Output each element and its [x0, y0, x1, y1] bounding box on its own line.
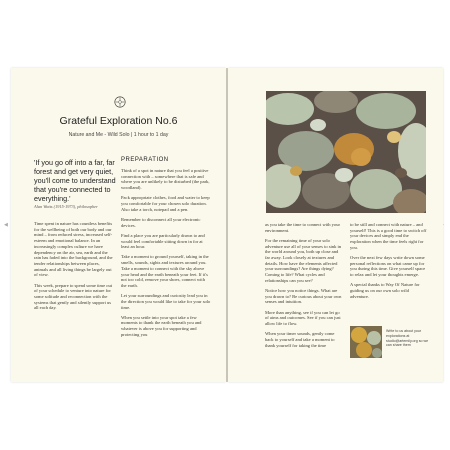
prep-paragraph: Take a moment to ground yourself, taking in the smells, sounds, sights and textures around you. Take a moment to connect with the sky above your head and the earth beneath your feet. If it's not too cold, remove your shoes, connect with the earth. — [121, 254, 209, 288]
pull-quote: 'If you go off into a far, far forest and get very quiet, you'll come to understand that you're connected to everything.' — [34, 158, 116, 203]
exploration-title: Grateful Exploration No.6 — [59, 115, 178, 127]
preparation-heading: PREPARATION — [121, 157, 169, 163]
body-paragraph: Notice how you notice things. What are you drawn to? Be curious about your own senses and intuition. — [265, 288, 342, 305]
body-paragraph: to be still and connect with nature – and yourself! This is a good time to switch off your devices and simply end the exploration when the time feels right for you. — [350, 222, 427, 250]
intro-paragraph: Time spent in nature has countless benefits for the wellbeing of both our body and our mind – from reduced stress, increased self-esteem and emotional balance. In an increasingly complex culture we have dependency on the air, sea, earth and the rain has faded into the background, and the tender relationships between places, animals and all living things be largely out of view. — [34, 221, 113, 278]
left-page — [11, 68, 226, 382]
right-page — [228, 68, 443, 382]
prep-paragraph: When you settle into your spot take a few moments to thank the earth beneath you and whatever is above you for supporting and protecting you — [121, 314, 202, 337]
body-paragraph: More than anything, see if you can let go of aims and outcomes. See if you can just allow life to flow. — [265, 309, 341, 327]
body-paragraph: as you take the time to connect with your environment. — [265, 222, 341, 233]
body-paragraph: A special thanks to Way Of Nature for guiding us on our own solo wild adventure. — [350, 282, 420, 299]
body-paragraph: Over the next few days write down some personal reflections on what came up for you during this time. Give yourself space to relax and let your thoughts emerge. — [350, 255, 426, 278]
right-column-1 — [265, 222, 342, 353]
contact-note: Write to us about your explorations at studio@artemily.org so we can share them — [386, 329, 429, 348]
intro-text — [34, 221, 114, 316]
prep-paragraph: Let your surroundings and curiosity lead you in the direction you would like to take for your solo time. — [121, 293, 211, 310]
intro-paragraph: This week, prepare to spend some time out of your schedule to venture into nature for some solitude and reconnection with the systems that gently and silently support us all each day. — [34, 282, 113, 311]
preparation-text — [121, 168, 211, 342]
prep-paragraph: Find a place you are particularly drawn to and would feel comfortable sitting down in for at least an hour. — [121, 232, 205, 250]
prev-page-arrow-icon[interactable]: ◀ — [4, 222, 8, 228]
prep-paragraph: Remember to disconnect all your electronic devices. — [121, 216, 201, 228]
exploration-subtitle: Nature and Me - Wild Solo | 1 hour to 1 day — [68, 132, 169, 138]
lichen-thumbnail — [350, 326, 382, 358]
prep-paragraph: Pack appropriate clothes, food and water to keep you comfortable for your chosen solo duration. Also take a torch, notepad and a pen. — [121, 195, 210, 212]
compass-emblem-icon — [114, 96, 126, 108]
body-paragraph: When your timer sounds, gently come back to yourself and take a moment to thank yourself for taking the time — [265, 331, 335, 348]
prep-paragraph: Think of a spot in nature that you feel a positive connection with – somewhere that is safe and where you are unlikely to be disturbed (the park, woodland). — [121, 168, 210, 191]
right-column-2 — [350, 222, 428, 304]
lichen-photo — [266, 91, 426, 213]
body-paragraph: For the remaining time of your solo adventure use all of your senses to sink in the world around you, both up close and far away. Look closely at textures and details. How have the elements affected your surroundings? Are things dying? Coming to life? What cycles and relationships can you see? — [265, 237, 342, 283]
quote-attribution: Alan Watts (1915-1973), philosopher — [34, 204, 98, 209]
